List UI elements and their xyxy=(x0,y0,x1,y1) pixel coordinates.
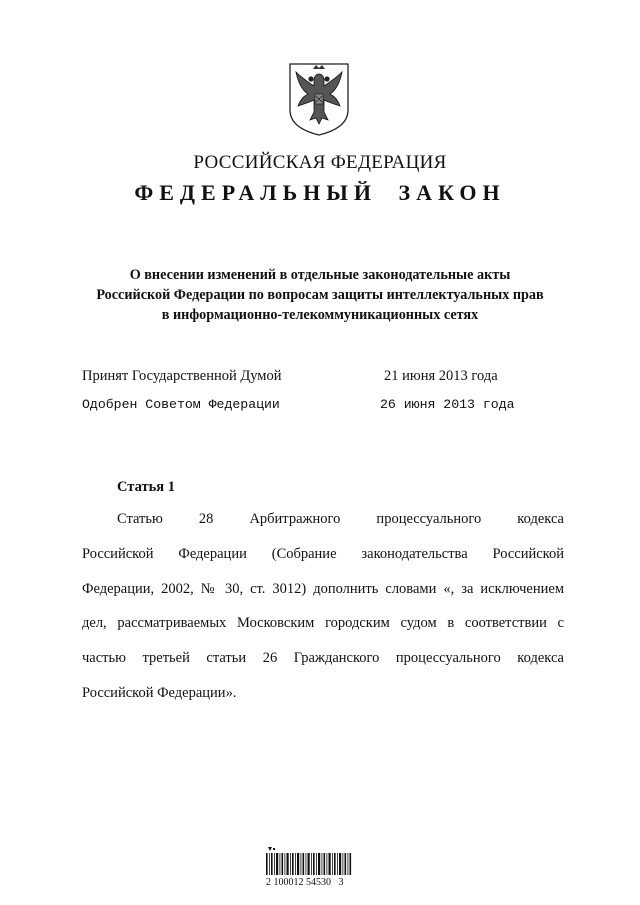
adopting-body: Принят Государственной Думой xyxy=(82,368,282,384)
article-body xyxy=(82,511,564,720)
article-line: дел, рассматриваемых Московским городским судом в соответствии с xyxy=(82,615,564,632)
document-type: ФЕДЕРАЛЬНЫЙ ЗАКОН xyxy=(134,180,506,205)
approval-date: 26 июня 2013 года xyxy=(380,397,515,412)
article-line: Федерации, 2002, № 30, ст. 3012) дополнить словами «, за исключением xyxy=(82,580,564,597)
adoption-date: 21 июня 2013 года xyxy=(384,368,498,384)
law-title xyxy=(60,265,580,325)
article-line: Российской Федерации». xyxy=(82,684,237,701)
law-title-line: в информационно-телекоммуникационных сетях xyxy=(161,307,479,323)
law-title-line: Российской Федерации по вопросам защиты интеллектуальных прав xyxy=(96,287,544,303)
state-name: РОССИЙСКАЯ ФЕДЕРАЦИЯ xyxy=(193,152,447,173)
article-line: Статью 28 Арбитражного процессуального кодекса xyxy=(117,511,564,527)
law-title-line: О внесении изменений в отдельные законодательные акты xyxy=(129,267,511,283)
coat-of-arms-emblem xyxy=(286,60,352,138)
adoption-row-federation-council xyxy=(82,397,542,417)
article-heading: Статья 1 xyxy=(117,479,175,495)
adoption-row-duma xyxy=(82,368,542,388)
approving-body: Одобрен Советом Федерации xyxy=(82,397,280,412)
article-line: частью третьей статьи 26 Гражданского процессуального кодекса xyxy=(82,650,564,667)
barcode-number: 2 100012 54530 3 xyxy=(266,877,344,888)
article-line: Российской Федерации (Собрание законодательства Российской xyxy=(82,545,564,562)
